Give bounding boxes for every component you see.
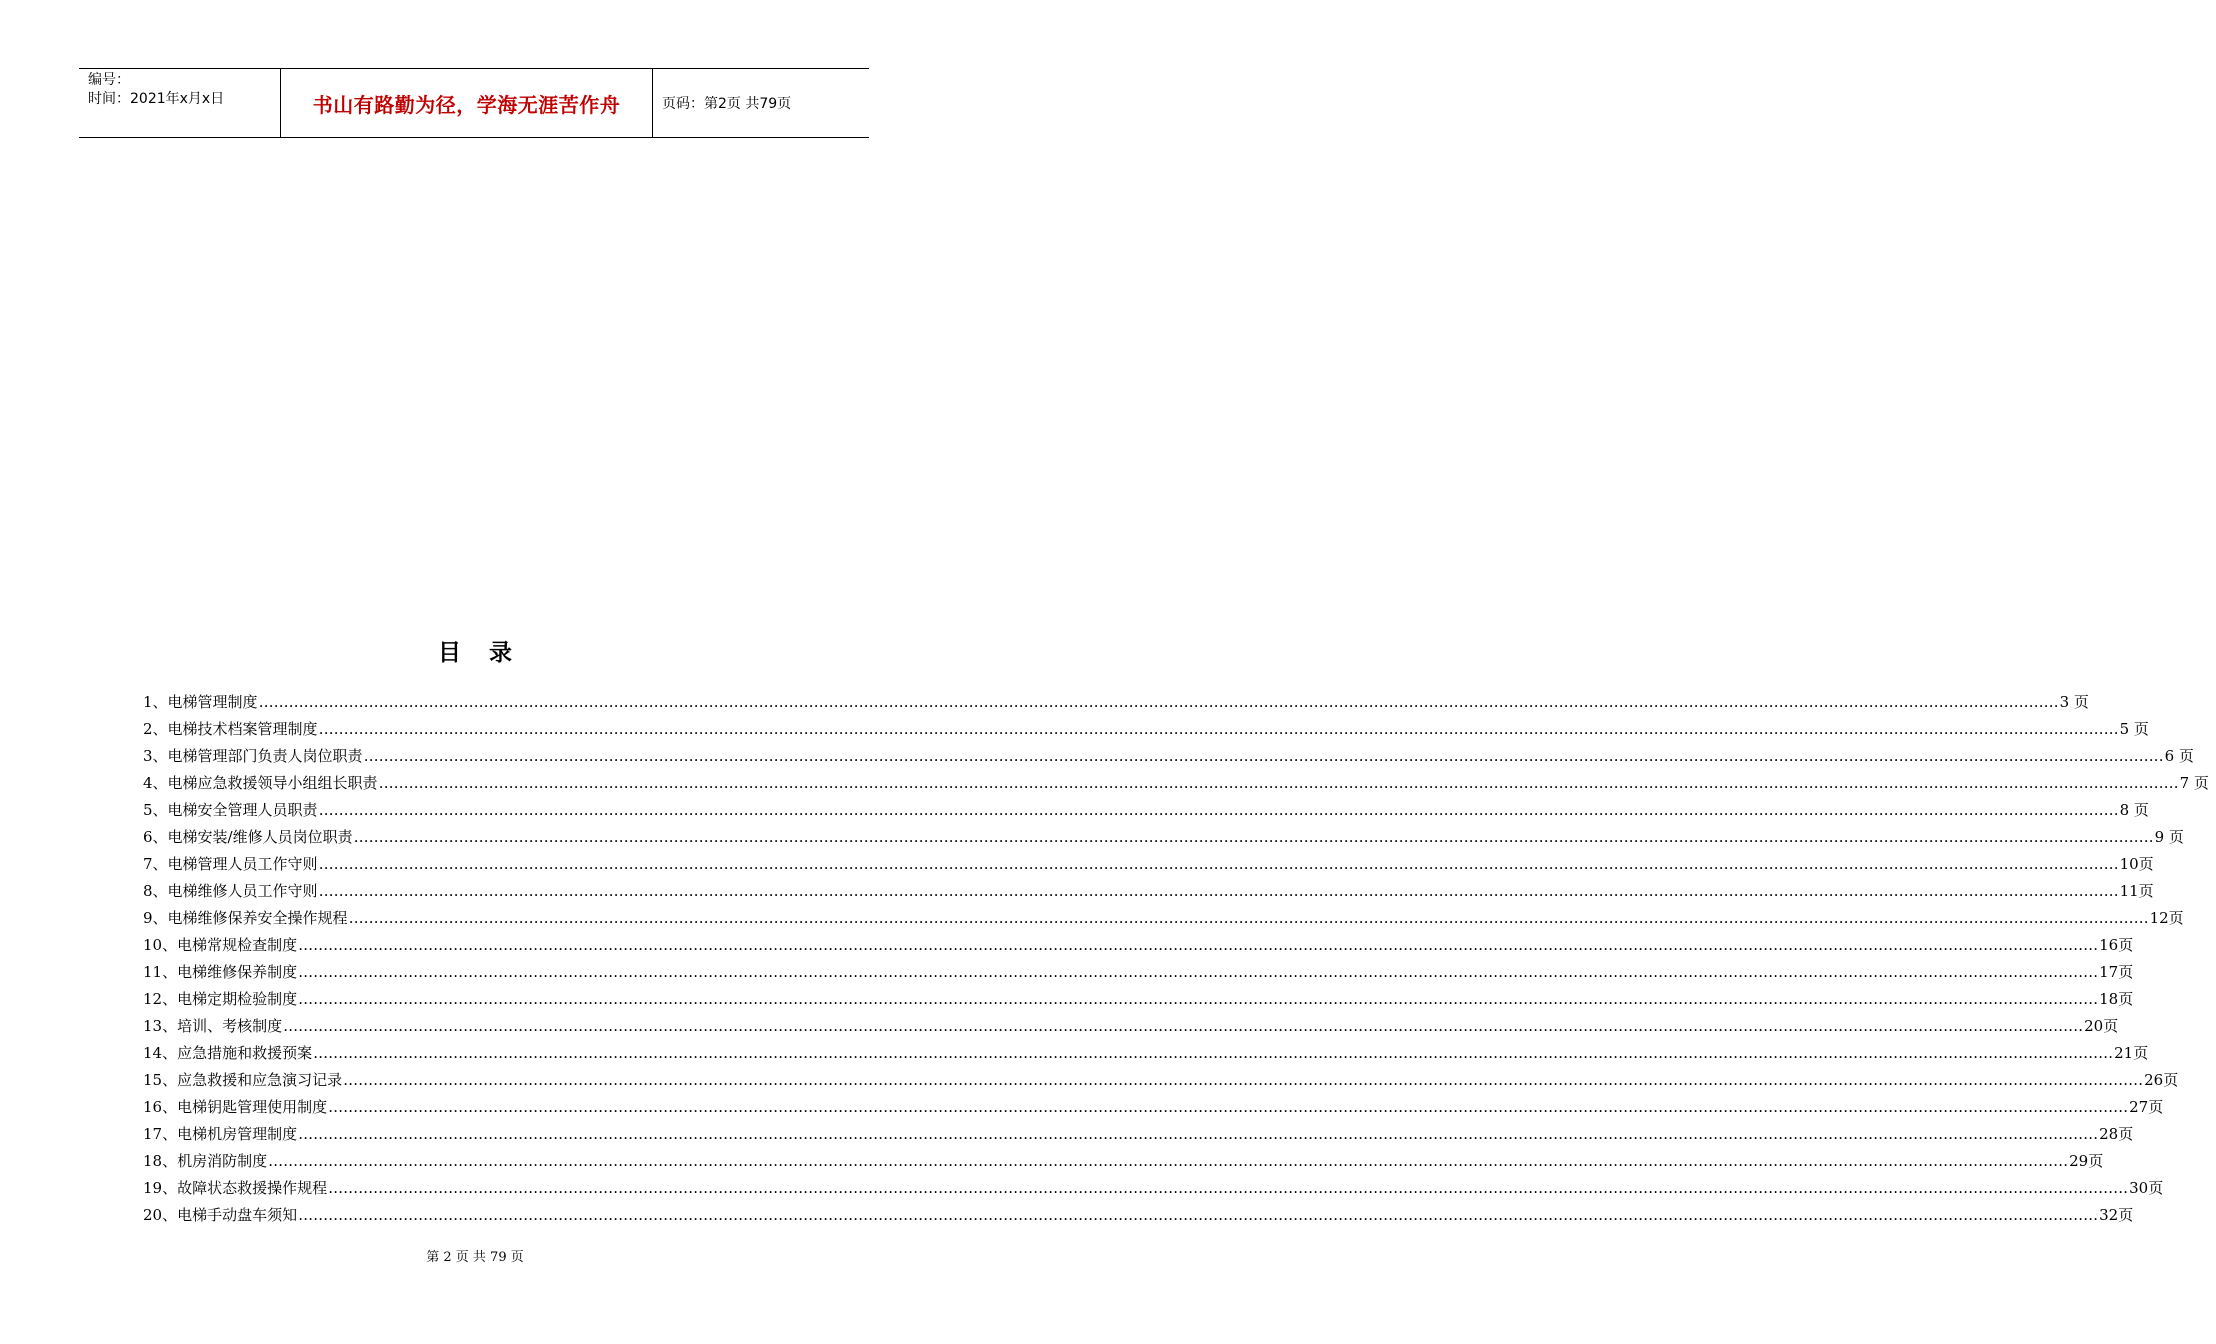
toc-entry-number: 15、 [143,1071,178,1089]
toc-entry-title: 电梯维修保养制度 [177,963,298,981]
toc-leader-dots: ……………………………………………………………………………………………………………………………………………………………………………………………………………………………………………………………………………………………………………………………… [378,773,2179,792]
toc-entry-number: 6、 [143,828,168,846]
toc-entry-page: 18页 [2099,990,2134,1008]
toc-entry-title: 电梯机房管理制度 [177,1125,298,1143]
toc-leader-dots: ……………………………………………………………………………………………………………………………………………………………………………………………………………………………………………………………………………………………………………………………… [353,827,2154,846]
toc-leader-dots: ……………………………………………………………………………………………………………………………………………………………………………………………………………………………………………………………………………………………………………………………… [268,1151,2069,1170]
toc-entry-number: 16、 [143,1098,178,1116]
toc-leader-dots: ……………………………………………………………………………………………………………………………………………………………………………………………………………………………………………………………………………………………………………………………… [328,1178,2129,1197]
toc-entry-title: 电梯技术档案管理制度 [167,720,318,738]
toc-leader-dots: ……………………………………………………………………………………………………………………………………………………………………………………………………………………………………………………………………………………………………………………………… [258,692,2059,711]
toc-leader-dots: ……………………………………………………………………………………………………………………………………………………………………………………………………………………………………………………………………………………………………………………………… [298,935,2099,954]
toc-leader-dots: ……………………………………………………………………………………………………………………………………………………………………………………………………………………………………………………………………………………………………………………………… [343,1070,2144,1089]
toc-entry-title: 培训、考核制度 [177,1017,283,1035]
toc-entry-number: 13、 [143,1017,178,1035]
toc-entry-page: 29页 [2069,1152,2104,1170]
table-of-contents [143,688,2209,1228]
toc-entry-number: 12、 [143,990,178,1008]
toc-entry-title: 故障状态救援操作规程 [177,1179,328,1197]
toc-entry-title: 应急措施和救援预案 [177,1044,313,1062]
toc-entry-page: 32页 [2099,1206,2134,1224]
toc-entry-number: 17、 [143,1125,178,1143]
toc-entry-page: 17页 [2099,963,2134,981]
toc-entry[interactable] [143,1039,2149,1066]
toc-entry-page: 3 页 [2059,693,2089,711]
toc-entry[interactable] [143,1174,2164,1201]
toc-leader-dots: ……………………………………………………………………………………………………………………………………………………………………………………………………………………………………………………………………………………………………………………………… [283,1016,2084,1035]
toc-entry[interactable] [143,1093,2164,1120]
toc-entry-page: 5 页 [2119,720,2149,738]
toc-entry-number: 10、 [143,936,178,954]
page-footer: 第 2 页 共 79 页 [426,1250,524,1265]
toc-entry[interactable] [143,1012,2119,1039]
toc-entry-page: 16页 [2099,936,2134,954]
toc-leader-dots: ……………………………………………………………………………………………………………………………………………………………………………………………………………………………………………………………………………………………………………………………… [318,881,2119,900]
toc-entry-page: 12页 [2149,909,2184,927]
toc-entry-title: 电梯维修保养安全操作规程 [167,909,348,927]
toc-entry[interactable] [143,877,2154,904]
toc-entry-page: 30页 [2129,1179,2164,1197]
toc-leader-dots: ……………………………………………………………………………………………………………………………………………………………………………………………………………………………………………………………………………………………………………………………… [318,800,2119,819]
toc-entry-number: 11、 [143,963,178,981]
toc-leader-dots: ……………………………………………………………………………………………………………………………………………………………………………………………………………………………………………………………………………………………………………………………… [318,719,2119,738]
toc-entry-page: 8 页 [2119,801,2149,819]
toc-entry-number: 5、 [143,801,168,819]
toc-entry-title: 电梯钥匙管理使用制度 [177,1098,328,1116]
toc-entry-page: 28页 [2099,1125,2134,1143]
toc-leader-dots: ……………………………………………………………………………………………………………………………………………………………………………………………………………………………………………………………………………………………………………………………… [318,854,2119,873]
toc-entry-number: 14、 [143,1044,178,1062]
toc-entry-page: 10页 [2119,855,2154,873]
toc-entry-page: 20页 [2084,1017,2119,1035]
toc-entry-page: 9 页 [2154,828,2184,846]
toc-entry-title: 电梯管理人员工作守则 [167,855,318,873]
toc-entry-number: 7、 [143,855,168,873]
toc-entry-number: 20、 [143,1206,178,1224]
toc-title: 目录 [438,640,540,666]
toc-entry[interactable] [143,1147,2104,1174]
toc-leader-dots: ……………………………………………………………………………………………………………………………………………………………………………………………………………………………………………………………………………………………………………………………… [313,1043,2114,1062]
toc-entry[interactable] [143,904,2184,931]
toc-entry-number: 8、 [143,882,168,900]
toc-entry-number: 1、 [143,693,168,711]
toc-entry-title: 电梯管理部门负责人岗位职责 [167,747,363,765]
toc-leader-dots: ……………………………………………………………………………………………………………………………………………………………………………………………………………………………………………………………………………………………………………………………… [298,989,2099,1008]
toc-entry-title: 电梯定期检验制度 [177,990,298,1008]
toc-entry-number: 18、 [143,1152,178,1170]
toc-entry[interactable] [143,688,2089,715]
toc-entry[interactable] [143,931,2134,958]
toc-entry[interactable] [143,715,2149,742]
toc-entry-page: 7 页 [2179,774,2209,792]
toc-entry-number: 3、 [143,747,168,765]
toc-entry-title: 电梯管理制度 [167,693,258,711]
toc-entry[interactable] [143,958,2134,985]
header-motto: 书山有路勤为径，学海无涯苦作舟 [281,69,653,137]
toc-entry-page: 26页 [2144,1071,2179,1089]
toc-entry-number: 4、 [143,774,168,792]
toc-leader-dots: ……………………………………………………………………………………………………………………………………………………………………………………………………………………………………………………………………………………………………………………………… [348,908,2149,927]
toc-entry[interactable] [143,1066,2179,1093]
toc-entry-title: 电梯安装/维修人员岗位职责 [167,828,353,846]
toc-leader-dots: ……………………………………………………………………………………………………………………………………………………………………………………………………………………………………………………………………………………………………………………………… [298,962,2099,981]
document-number-label: 编号： [88,72,130,88]
toc-entry-title: 机房消防制度 [177,1152,268,1170]
toc-entry-title: 电梯常规检查制度 [177,936,298,954]
toc-leader-dots: ……………………………………………………………………………………………………………………………………………………………………………………………………………………………………………………………………………………………………………………………… [298,1205,2099,1224]
toc-entry[interactable] [143,796,2149,823]
document-date-label: 时间：2021年x月x日 [88,91,225,107]
toc-entry[interactable] [143,985,2134,1012]
toc-entry-title: 电梯手动盘车须知 [177,1206,298,1224]
toc-entry[interactable] [143,850,2154,877]
toc-entry[interactable] [143,1201,2134,1228]
toc-entry-title: 应急救援和应急演习记录 [177,1071,343,1089]
toc-entry[interactable] [143,769,2209,796]
header-page-info: 页码：第2页 共79页 [662,96,792,112]
toc-entry-page: 6 页 [2164,747,2194,765]
toc-leader-dots: ……………………………………………………………………………………………………………………………………………………………………………………………………………………………………………………………………………………………………………………………… [363,746,2164,765]
toc-entry[interactable] [143,823,2184,850]
toc-entry-number: 9、 [143,909,168,927]
page-header [79,68,869,138]
toc-entry-page: 27页 [2129,1098,2164,1116]
toc-entry-number: 19、 [143,1179,178,1197]
toc-entry-title: 电梯应急救援领导小组组长职责 [167,774,378,792]
toc-entry-title: 电梯维修人员工作守则 [167,882,318,900]
toc-entry-number: 2、 [143,720,168,738]
toc-entry[interactable] [143,1120,2134,1147]
toc-entry-page: 21页 [2114,1044,2149,1062]
toc-entry[interactable] [143,742,2194,769]
toc-leader-dots: ……………………………………………………………………………………………………………………………………………………………………………………………………………………………………………………………………………………………………………………………… [328,1097,2129,1116]
header-meta [79,69,281,137]
toc-entry-title: 电梯安全管理人员职责 [167,801,318,819]
toc-leader-dots: ……………………………………………………………………………………………………………………………………………………………………………………………………………………………………………………………………………………………………………………………… [298,1124,2099,1143]
toc-entry-page: 11页 [2119,882,2154,900]
